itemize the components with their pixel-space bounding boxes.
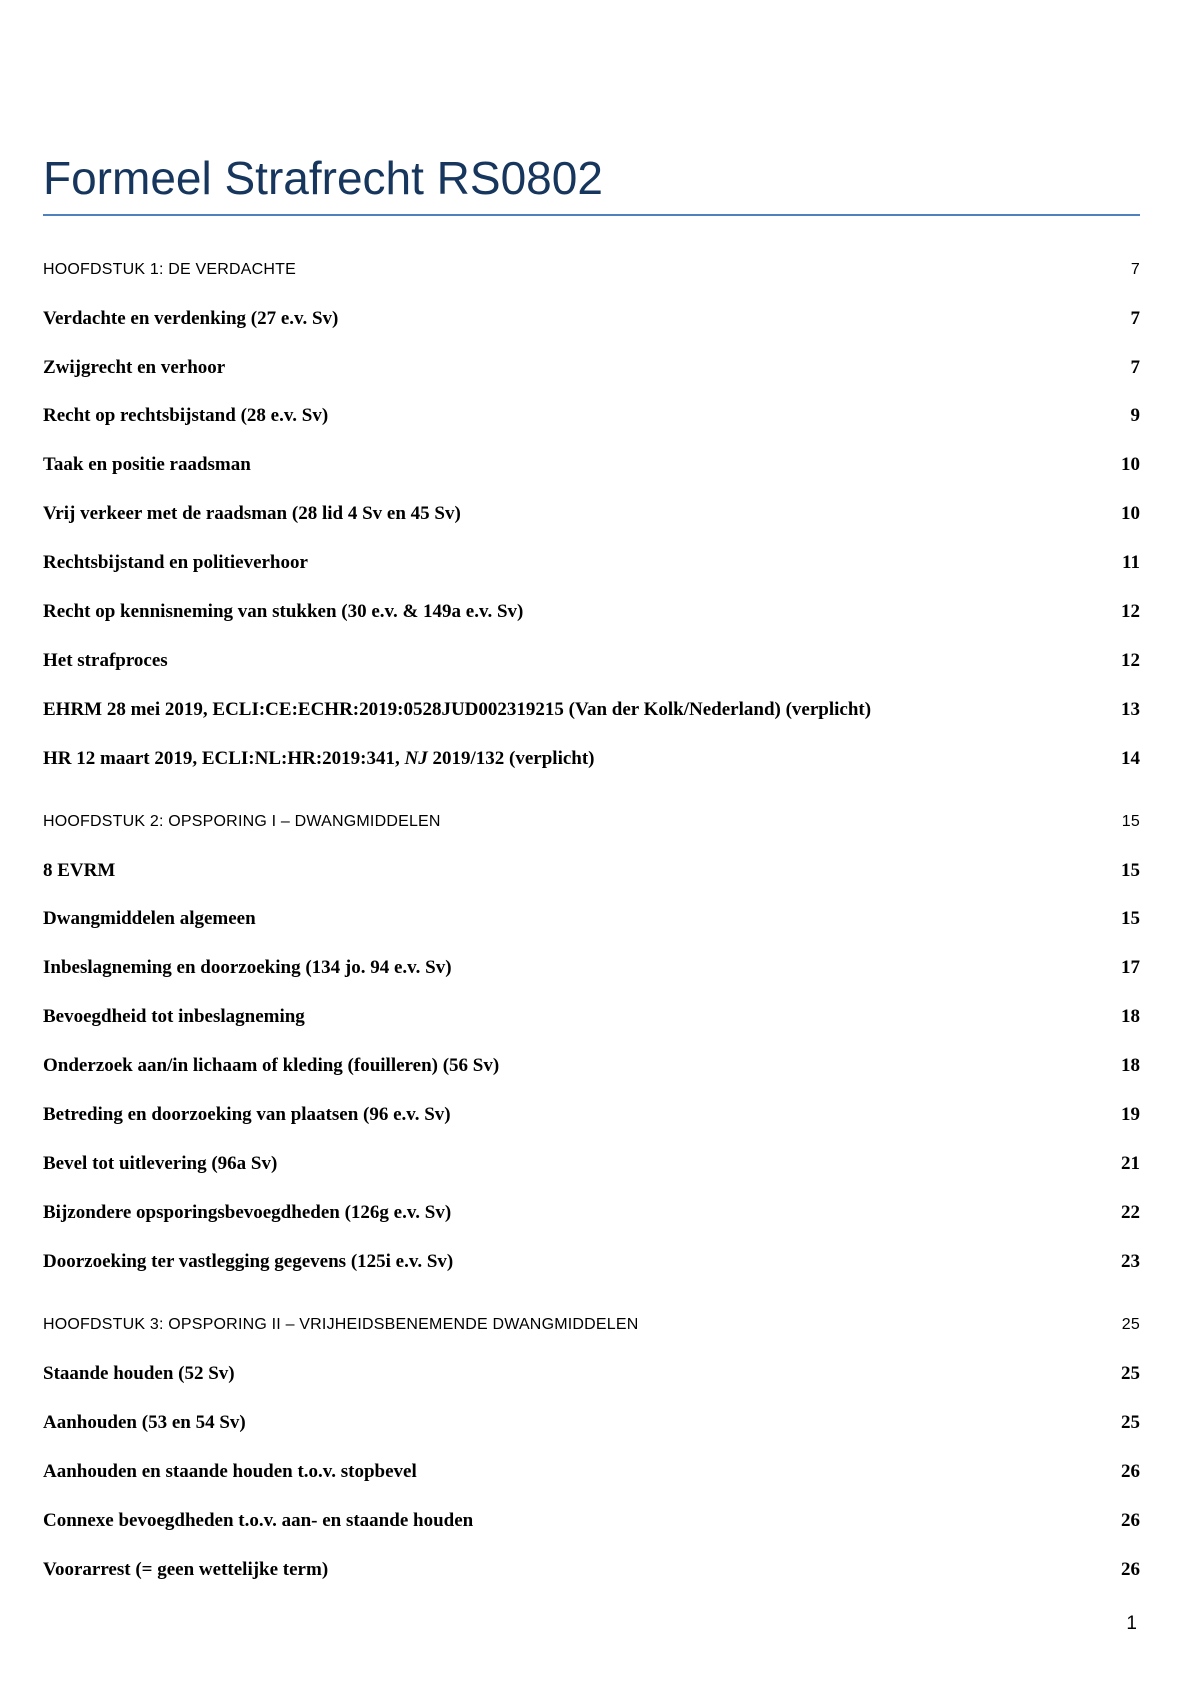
toc-entry-label: Vrij verkeer met de raadsman (28 lid 4 Sv en 45 Sv) <box>43 503 461 524</box>
toc-entry-label: Recht op rechtsbijstand (28 e.v. Sv) <box>43 405 329 426</box>
toc-section-entry[interactable] <box>43 1247 1140 1277</box>
toc-entry-label: EHRM 28 mei 2019, ECLI:CE:ECHR:2019:0528JUD002319215 (Van der Kolk/Nederland) (verplicht) <box>43 699 872 720</box>
toc-entry-label: 8 EVRM <box>43 860 116 881</box>
toc-entry-label: Aanhouden en staande houden t.o.v. stopbevel <box>43 1461 417 1482</box>
toc-entry-page-number: 13 <box>1121 699 1140 720</box>
toc-section-entry[interactable] <box>43 646 1140 676</box>
toc-section-entry[interactable] <box>43 695 1140 725</box>
toc-entry-label: Doorzoeking ter vastlegging gegevens (125i e.v. Sv) <box>43 1251 454 1272</box>
toc-entry-label: HOOFDSTUK 1: DE VERDACHTE <box>43 261 297 278</box>
toc-entry-label: Voorarrest (= geen wettelijke term) <box>43 1559 329 1580</box>
toc-entry-page-number: 7 <box>1130 261 1140 278</box>
toc-entry-page-number: 7 <box>1130 357 1140 378</box>
toc-entry-page-number: 15 <box>1121 860 1140 881</box>
toc-entry-page-number: 25 <box>1121 1316 1140 1333</box>
toc-section-entry[interactable] <box>43 904 1140 934</box>
document-title: Formeel Strafrecht RS0802 <box>43 152 603 204</box>
toc-entry-page-number: 12 <box>1121 650 1140 671</box>
toc-entry-page-number: 17 <box>1121 957 1140 978</box>
toc-section-entry[interactable] <box>43 856 1140 886</box>
toc-entry-label: Betreding en doorzoeking van plaatsen (96 e.v. Sv) <box>43 1104 451 1125</box>
toc-section-entry[interactable] <box>43 353 1140 383</box>
toc-entry-page-number: 12 <box>1121 601 1140 622</box>
toc-entry-page-number: 18 <box>1121 1006 1140 1027</box>
toc-entry-label: Bevoegdheid tot inbeslagneming <box>43 1006 305 1027</box>
toc-entry-label: Rechtsbijstand en politieverhoor <box>43 552 308 573</box>
toc-section-entry[interactable] <box>43 1506 1140 1536</box>
toc-section-entry[interactable] <box>43 1555 1140 1585</box>
toc-section-entry[interactable] <box>43 1100 1140 1130</box>
toc-entry-label: Connexe bevoegdheden t.o.v. aan- en staande houden <box>43 1510 474 1531</box>
toc-section-entry[interactable] <box>43 1002 1140 1032</box>
toc-section-entry[interactable] <box>43 450 1140 480</box>
toc-entry-page-number: 26 <box>1121 1461 1140 1482</box>
toc-entry-label: Staande houden (52 Sv) <box>43 1363 235 1384</box>
toc-entry-label: Bevel tot uitlevering (96a Sv) <box>43 1153 278 1174</box>
toc-entry-page-number: 10 <box>1121 454 1140 475</box>
toc-entry-label: HR 12 maart 2019, ECLI:NL:HR:2019:341, NJ 2019/132 (verplicht) <box>43 748 595 769</box>
toc-entry-label: Verdachte en verdenking (27 e.v. Sv) <box>43 308 339 329</box>
toc-section-entry[interactable] <box>43 744 1140 774</box>
toc-section-entry[interactable] <box>43 499 1140 529</box>
toc-entry-page-number: 19 <box>1121 1104 1140 1125</box>
toc-entry-label: Inbeslagneming en doorzoeking (134 jo. 94 e.v. Sv) <box>43 957 452 978</box>
toc-section-entry[interactable] <box>43 953 1140 983</box>
table-of-contents <box>43 0 1140 1698</box>
toc-entry-page-number: 14 <box>1121 748 1140 769</box>
toc-entry-page-number: 15 <box>1121 908 1140 929</box>
toc-entry-page-number: 26 <box>1121 1559 1140 1580</box>
toc-entry-page-number: 9 <box>1130 405 1140 426</box>
toc-entry-label: Bijzondere opsporingsbevoegdheden (126g e.v. Sv) <box>43 1202 452 1223</box>
toc-section-entry[interactable] <box>43 1149 1140 1179</box>
toc-entry-page-number: 22 <box>1121 1202 1140 1223</box>
toc-entry-page-number: 21 <box>1121 1153 1140 1174</box>
toc-entry-label: Het strafproces <box>43 650 168 671</box>
toc-entry-label: Dwangmiddelen algemeen <box>43 908 256 929</box>
toc-entry-page-number: 7 <box>1130 308 1140 329</box>
toc-entry-label: Recht op kennisneming van stukken (30 e.v. & 149a e.v. Sv) <box>43 601 524 622</box>
toc-chapter-heading[interactable] <box>43 807 1140 837</box>
toc-entry-page-number: 23 <box>1121 1251 1140 1272</box>
toc-section-entry[interactable] <box>43 1359 1140 1389</box>
toc-entry-label: HOOFDSTUK 2: OPSPORING I – DWANGMIDDELEN <box>43 813 441 830</box>
toc-section-entry[interactable] <box>43 1198 1140 1228</box>
toc-entry-label: Onderzoek aan/in lichaam of kleding (fouilleren) (56 Sv) <box>43 1055 500 1076</box>
toc-section-entry[interactable] <box>43 1051 1140 1081</box>
toc-chapter-heading[interactable] <box>43 255 1140 285</box>
toc-entry-label: Taak en positie raadsman <box>43 454 251 475</box>
toc-entry-page-number: 25 <box>1121 1363 1140 1384</box>
toc-entry-page-number: 11 <box>1122 552 1140 573</box>
toc-section-entry[interactable] <box>43 548 1140 578</box>
journal-abbreviation: NJ <box>404 748 428 769</box>
toc-entry-page-number: 25 <box>1121 1412 1140 1433</box>
toc-entry-label: Zwijgrecht en verhoor <box>43 357 226 378</box>
toc-section-entry[interactable] <box>43 401 1140 431</box>
toc-entry-page-number: 18 <box>1121 1055 1140 1076</box>
toc-entry-page-number: 10 <box>1121 503 1140 524</box>
toc-entry-page-number: 26 <box>1121 1510 1140 1531</box>
toc-section-entry[interactable] <box>43 597 1140 627</box>
toc-section-entry[interactable] <box>43 1408 1140 1438</box>
toc-entry-page-number: 15 <box>1121 813 1140 830</box>
toc-chapter-heading[interactable] <box>43 1310 1140 1340</box>
toc-section-entry[interactable] <box>43 1457 1140 1487</box>
toc-entry-label: HOOFDSTUK 3: OPSPORING II – VRIJHEIDSBENEMENDE DWANGMIDDELEN <box>43 1316 639 1333</box>
toc-entry-label: Aanhouden (53 en 54 Sv) <box>43 1412 246 1433</box>
toc-section-entry[interactable] <box>43 304 1140 334</box>
page-number: 1 <box>1126 1613 1137 1634</box>
